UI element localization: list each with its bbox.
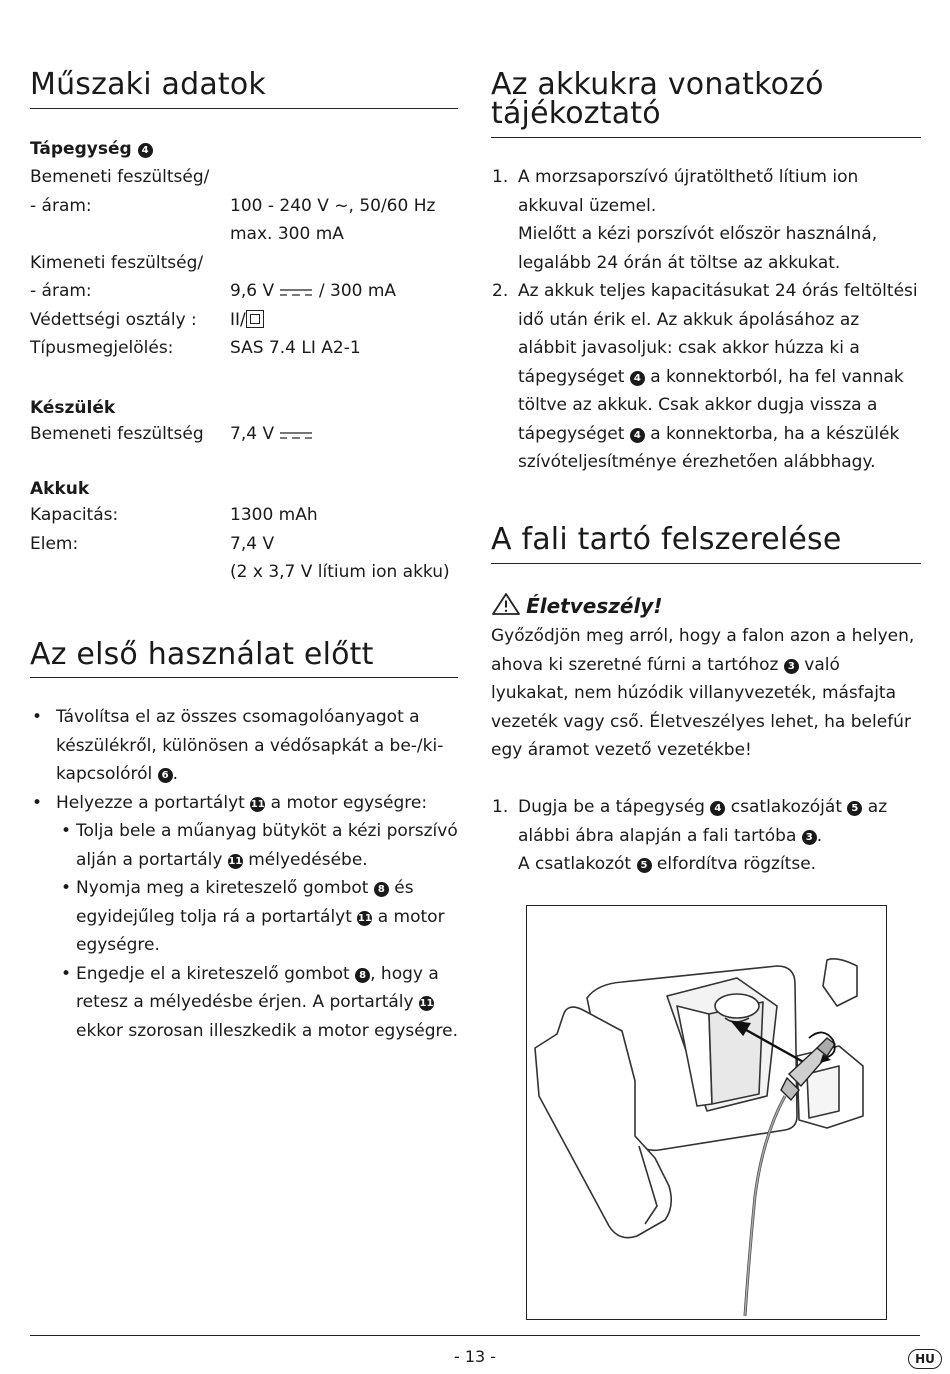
output-row — [30, 277, 458, 306]
warning-title — [491, 592, 921, 618]
sub-list-item: • Engedje el a kireteszelő gombot 8 , hogy a retesz a mélyedésbe érjen. A portartály 11 ekkor szorosan illeszkedik a motor egységre. — [30, 960, 458, 1046]
type-row — [30, 334, 458, 363]
ref-number-badge: 6 — [158, 768, 173, 783]
ref-number-badge: 8 — [374, 882, 389, 897]
protection-label: Védettségi osztály : — [30, 309, 197, 330]
protection-value: II/ — [230, 309, 246, 330]
input-label: - áram: — [30, 195, 92, 216]
mounting-header — [491, 522, 921, 564]
input-label-line: Bemeneti feszültség/ — [30, 167, 210, 187]
battery-info-title: Az akkukra vonatkozó tájékoztató — [491, 67, 824, 131]
list-item: • Helyezze a portartályt 11 a motor egységre: — [30, 789, 458, 818]
list-item: • Távolítsa el az összes csomagolóanyagot a készülékről, különösen a védősapkát a be-/ki-kapcsolóról 6 . — [30, 703, 458, 789]
protection-row — [30, 306, 458, 335]
sub-list-item: • Nyomja meg a kireteszelő gombot 8 és egyidejűleg tolja rá a portartályt 11 a motor egységre. — [30, 874, 458, 960]
input-row-2 — [30, 220, 458, 249]
ref-number-badge: 4 — [630, 371, 645, 386]
device-heading: Készülék — [30, 398, 116, 418]
input-row — [30, 192, 458, 221]
type-label: Típusmegjelölés: — [30, 338, 174, 358]
mounting-steps — [491, 793, 921, 879]
device-input-value: 7,4 V — [230, 424, 275, 444]
device-input-row — [30, 420, 458, 449]
cell-row-2 — [30, 558, 458, 587]
battery-info-list — [491, 163, 921, 477]
ref-number-badge: 11 — [250, 798, 265, 810]
device-section — [30, 396, 458, 449]
output-current: / 300 mA — [318, 281, 397, 301]
cell-row — [30, 530, 458, 559]
device-input-label: Bemeneti feszültség — [30, 424, 204, 444]
warning-text: Győződjön meg arról, hogy a falon azon a helyen, ahova ki szeretné fúrni a tartóhoz 3 való lyukakat, nem húzódik villanyvezeték, másfajta vezeték vagy cső. Életveszélyes lehet, ha belefúr egy áramot vezető vezetékbe! — [491, 626, 915, 760]
first-use-header — [30, 637, 458, 678]
ref-number-badge: 4 — [710, 801, 725, 816]
battery-section — [30, 477, 458, 587]
cell-value: 7,4 V — [230, 533, 275, 554]
capacity-row — [30, 501, 458, 530]
output-voltage: 9,6 V — [230, 281, 275, 301]
ref-number-badge: 4 — [138, 143, 153, 158]
warning-title-text: Életveszély! — [526, 594, 663, 618]
dc-symbol-icon — [279, 288, 313, 297]
power-supply-heading — [30, 137, 458, 161]
mounting-title: A fali tartó felszerelése — [491, 522, 842, 557]
list-item: 1. A morzsaporszívó újratölthető lítium ion akkuval üzemel. Mielőtt a kézi porszívót először használná, legalább 24 órán át töltse az akkukat. — [492, 167, 878, 273]
power-supply-section — [30, 137, 458, 363]
wall-mount-illustration — [526, 905, 887, 1320]
dc-symbol-icon — [279, 431, 313, 440]
wall-mount-drawing — [527, 906, 886, 1319]
power-supply-heading-text: Tápegység — [30, 139, 132, 159]
capacity-label: Kapacitás: — [30, 505, 119, 525]
ref-number-badge: 4 — [630, 428, 645, 443]
first-use-list — [30, 703, 458, 1045]
double-insulation-icon — [246, 310, 264, 328]
technical-data-title: Műszaki adatok — [30, 67, 267, 102]
list-item: 1. Dugja be a tápegység 4 csatlakozóját 5 az alábbi ábra alapján a fali tartóba 3 . A csatlakozót 5 elfordítva rögzítse. — [492, 797, 888, 874]
ref-number-badge: 5 — [637, 858, 652, 873]
language-badge: HU — [908, 1349, 942, 1369]
battery-info-header — [491, 67, 921, 138]
input-current-value: max. 300 mA — [230, 224, 344, 244]
ref-number-badge: 5 — [847, 801, 862, 816]
list-item: 2. Az akkuk teljes kapacitásukat 24 órás feltöltési idő után érik el. Az akkuk ápolásához az alábbit javasoljuk: csak akkor húzza ki a tápegységet 4 a konnektorból, ha fel vannak töltve az akkuk. Csak akkor dugja vissza a tápegységet 4 a konnektorba, ha a készülék szívóteljesítménye érezhetően alábbhagy. — [492, 281, 918, 472]
warning-triangle-icon — [491, 592, 521, 616]
type-value: SAS 7.4 LI A2-1 — [230, 338, 361, 358]
ref-number-badge: 11 — [228, 855, 243, 867]
battery-heading: Akkuk — [30, 479, 90, 499]
ref-number-badge: 8 — [355, 968, 370, 983]
ref-number-badge: 3 — [784, 659, 799, 674]
capacity-value: 1300 mAh — [230, 505, 318, 525]
output-label: - áram: — [30, 281, 92, 301]
page-number: - 13 - — [453, 1347, 497, 1366]
footer-rule — [30, 1335, 920, 1336]
output-label-line: Kimeneti feszültség/ — [30, 252, 204, 273]
ref-number-badge: 11 — [357, 912, 372, 924]
cell-value-detail: (2 x 3,7 V lítium ion akku) — [230, 562, 450, 582]
first-use-title: Az első használat előtt — [30, 637, 374, 672]
sub-list-item: • Tolja bele a műanyag bütyköt a kézi porszívó alján a portartály 11 mélyedésébe. — [30, 817, 458, 874]
input-value: 100 - 240 V ~, 50/60 Hz — [230, 195, 436, 216]
ref-number-badge: 3 — [802, 830, 817, 845]
technical-data-header — [30, 67, 458, 109]
cell-label: Elem: — [30, 533, 79, 554]
ref-number-badge: 11 — [419, 998, 434, 1009]
